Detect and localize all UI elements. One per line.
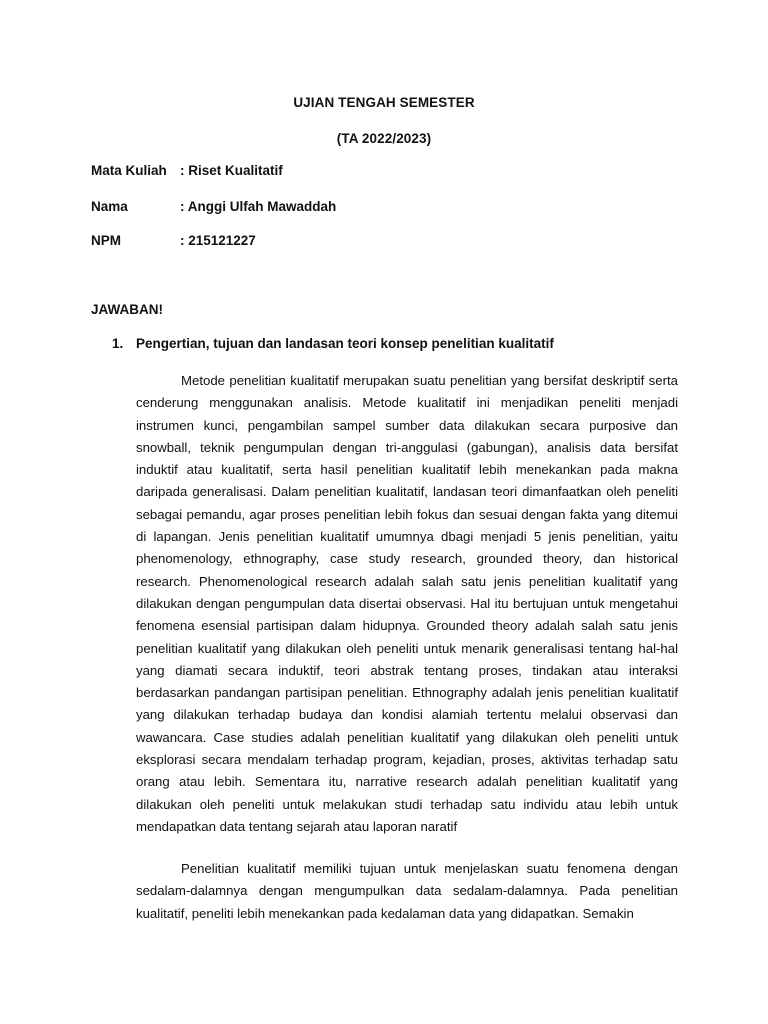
info-row-npm [91, 231, 256, 251]
answer-paragraph: Metode penelitian kualitatif merupakan suatu penelitian yang bersifat deskriptif serta cenderung menggunakan analisis. Metode kualitatif ini menjadikan peneliti menjadi instrumen kunci, pengambilan sampel sumber data dilakukan secara purposive dan snowball, teknik pengumpulan dengan tri-anggulasi (gabungan), analisis data bersifat induktif atau kualitatif, serta hasil penelitian kualitatif lebih menekankan pada makna daripada generalisasi. Dalam penelitian kualitatif, landasan teori dimanfaatkan oleh peneliti sebagai pemandu, agar proses penelitian lebih fokus dan sesuai dengan fakta yang ditemui di lapangan. Jenis penelitian kualitatif umumnya dbagi menjadi 5 jenis penelitian, yaitu phenomenology, ethnography, case study research, grounded theory, dan historical research. Phenomenological research adalah salah satu jenis penelitian kualitatif yang dilakukan dengan pengumpulan data disertai observasi. Hal itu bertujuan untuk mengetahui fenomena esensial partisipan dalam hidupnya. Grounded theory adalah salah satu jenis penelitian kualitatif yang dilakukan oleh peneliti untuk menarik generalisasi tentang hal-hal yang diamati secara induktif, teori abstrak tentang proses, tindakan atau interaksi berdasarkan pandangan partisipan penelitian. Ethnography adalah jenis penelitian kualitatif yang dilakukan terhadap budaya dan kondisi alamiah tertentu melalui observasi dan wawancara. Case studies adalah penelitian kualitatif yang dilakukan oleh peneliti untuk eksplorasi secara mendalam terhadap program, kejadian, proses, aktivitas terhadap satu orang atau lebih. Sementara itu, narrative research adalah penelitian kualitatif yang dilakukan oleh peneliti untuk melakukan studi terhadap satu individu atau lebih untuk mendapatkan data tentang sejarah atau laporan naratif [136, 373, 678, 834]
answer-paragraph: Penelitian kualitatif memiliki tujuan untuk menjelaskan suatu fenomena dengan sedalam-dalamnya dengan mengumpulkan data sedalam-dalamnya. Pada penelitian kualitatif, peneliti lebih menekankan pada kedalaman data yang didapatkan. Semakin [136, 861, 678, 921]
info-row-course [91, 161, 283, 181]
info-value: : Riset Kualitatif [180, 163, 283, 178]
info-value: : 215121227 [180, 233, 256, 248]
info-label: Nama [91, 199, 128, 214]
question-number: 1. [112, 336, 124, 351]
info-value: : Anggi Ulfah Mawaddah [180, 199, 337, 214]
answer-heading: JAWABAN! [91, 302, 164, 317]
info-label: NPM [91, 233, 121, 248]
info-label: Mata Kuliah [91, 163, 167, 178]
question-title: Pengertian, tujuan dan landasan teori konsep penelitian kualitatif [136, 336, 554, 351]
document-subtitle: (TA 2022/2023) [336, 131, 432, 146]
info-row-name [91, 197, 336, 217]
document-title: UJIAN TENGAH SEMESTER [293, 95, 475, 110]
